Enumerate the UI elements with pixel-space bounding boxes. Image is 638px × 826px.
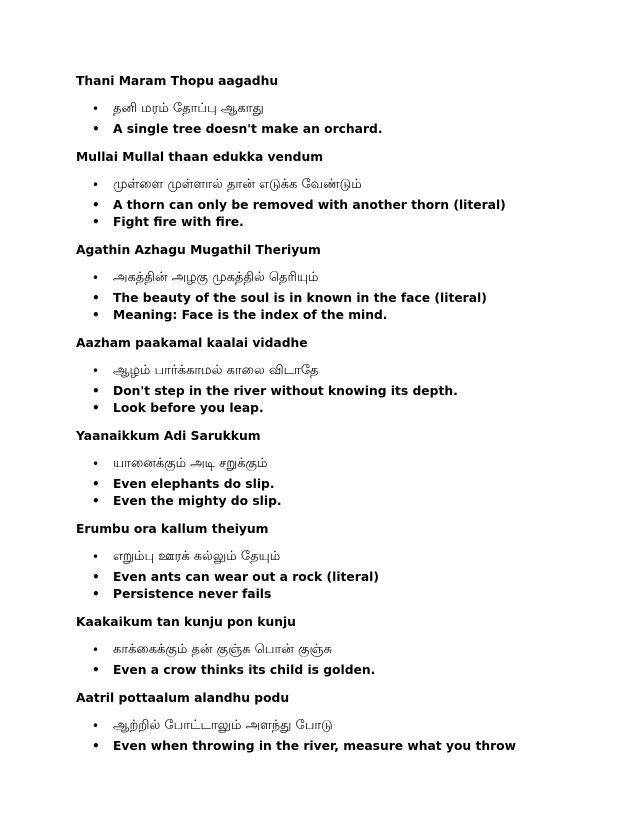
proverb-section (76, 243, 618, 324)
list-item (76, 662, 618, 679)
bullet-icon: • (92, 643, 100, 657)
tamil-text: அகத்தின் அழகு முகத்தில் தெரியும் (113, 270, 319, 285)
english-text: Meaning: Face is the index of the mind. (113, 308, 388, 322)
list-item (76, 383, 618, 400)
proverb-section (76, 522, 618, 603)
proverb-section (76, 615, 618, 679)
tamil-text: யானைக்கும் அடி சறுக்கும் (113, 456, 268, 471)
proverb-heading: Aatril pottaalum alandhu podu (76, 691, 290, 705)
english-text: Even a crow thinks its child is golden. (113, 663, 376, 677)
list-item (76, 738, 618, 755)
proverb-list (76, 548, 618, 603)
proverb-heading: Yaanaikkum Adi Sarukkum (76, 429, 261, 443)
proverb-section (76, 691, 618, 755)
list-item (76, 569, 618, 586)
list-item (76, 197, 618, 214)
proverb-list (76, 455, 618, 510)
list-item (76, 476, 618, 493)
proverb-list (76, 641, 618, 679)
bullet-icon: • (92, 198, 100, 212)
proverb-heading: Thani Maram Thopu aagadhu (76, 74, 279, 88)
proverb-section (76, 150, 618, 231)
list-item (76, 121, 618, 138)
bullet-icon: • (92, 477, 100, 491)
bullet-icon: • (92, 271, 100, 285)
proverb-heading: Agathin Azhagu Mugathil Theriyum (76, 243, 321, 257)
list-item (76, 493, 618, 510)
bullet-icon: • (92, 457, 100, 471)
bullet-icon: • (92, 215, 100, 229)
bullet-icon: • (92, 308, 100, 322)
list-item (76, 307, 618, 324)
proverb-heading: Erumbu ora kallum theiyum (76, 522, 269, 536)
list-item (76, 548, 618, 566)
proverb-list (76, 100, 618, 138)
english-text: A thorn can only be removed with another thorn (literal) (113, 198, 506, 212)
proverb-list (76, 176, 618, 231)
proverb-heading: Mullai Mullal thaan edukka vendum (76, 150, 324, 164)
list-item (76, 455, 618, 473)
proverb-heading: Aazham paakamal kaalai vidadhe (76, 336, 308, 350)
bullet-icon: • (92, 291, 100, 305)
english-text: Fight fire with fire. (113, 215, 244, 229)
tamil-text: எறும்பு ஊரக் கல்லும் தேயும் (113, 549, 281, 564)
proverb-section (76, 336, 618, 417)
english-text: The beauty of the soul is in known in the face (literal) (113, 291, 487, 305)
english-text: Even ants can wear out a rock (literal) (113, 570, 379, 584)
list-item (76, 269, 618, 287)
bullet-icon: • (92, 102, 100, 116)
english-text: Even elephants do slip. (113, 477, 275, 491)
tamil-text: காக்கைக்கும் தன் குஞ்சு பொன் குஞ்சு (113, 642, 332, 657)
list-item (76, 400, 618, 417)
list-item (76, 100, 618, 118)
list-item (76, 176, 618, 194)
bullet-icon: • (92, 494, 100, 508)
bullet-icon: • (92, 719, 100, 733)
bullet-icon: • (92, 739, 100, 753)
english-text: Look before you leap. (113, 401, 264, 415)
list-item (76, 290, 618, 307)
bullet-icon: • (92, 384, 100, 398)
tamil-text: ஆற்றில் போட்டாலும் அளந்து போடு (113, 718, 333, 733)
tamil-text: தனி மரம் தோப்பு ஆகாது (113, 101, 264, 116)
proverb-heading: Kaakaikum tan kunju pon kunju (76, 615, 296, 629)
proverb-list (76, 269, 618, 324)
proverb-section (76, 74, 618, 138)
bullet-icon: • (92, 364, 100, 378)
english-text: Don't step in the river without knowing its depth. (113, 384, 458, 398)
proverb-section (76, 429, 618, 510)
proverb-list (76, 362, 618, 417)
bullet-icon: • (92, 570, 100, 584)
bullet-icon: • (92, 587, 100, 601)
list-item (76, 717, 618, 735)
bullet-icon: • (92, 550, 100, 564)
list-item (76, 362, 618, 380)
english-text: Even when throwing in the river, measure what you throw (113, 739, 516, 753)
proverb-list (76, 717, 618, 755)
list-item (76, 214, 618, 231)
bullet-icon: • (92, 122, 100, 136)
bullet-icon: • (92, 401, 100, 415)
english-text: Persistence never fails (113, 587, 272, 601)
bullet-icon: • (92, 663, 100, 677)
tamil-text: முள்ளை முள்ளால் தான் எடுக்க வேண்டும் (113, 177, 362, 192)
tamil-text: ஆழம் பார்க்காமல் காலை விடாதே (113, 363, 319, 378)
list-item (76, 586, 618, 603)
bullet-icon: • (92, 178, 100, 192)
english-text: A single tree doesn't make an orchard. (113, 122, 383, 136)
list-item (76, 641, 618, 659)
english-text: Even the mighty do slip. (113, 494, 282, 508)
